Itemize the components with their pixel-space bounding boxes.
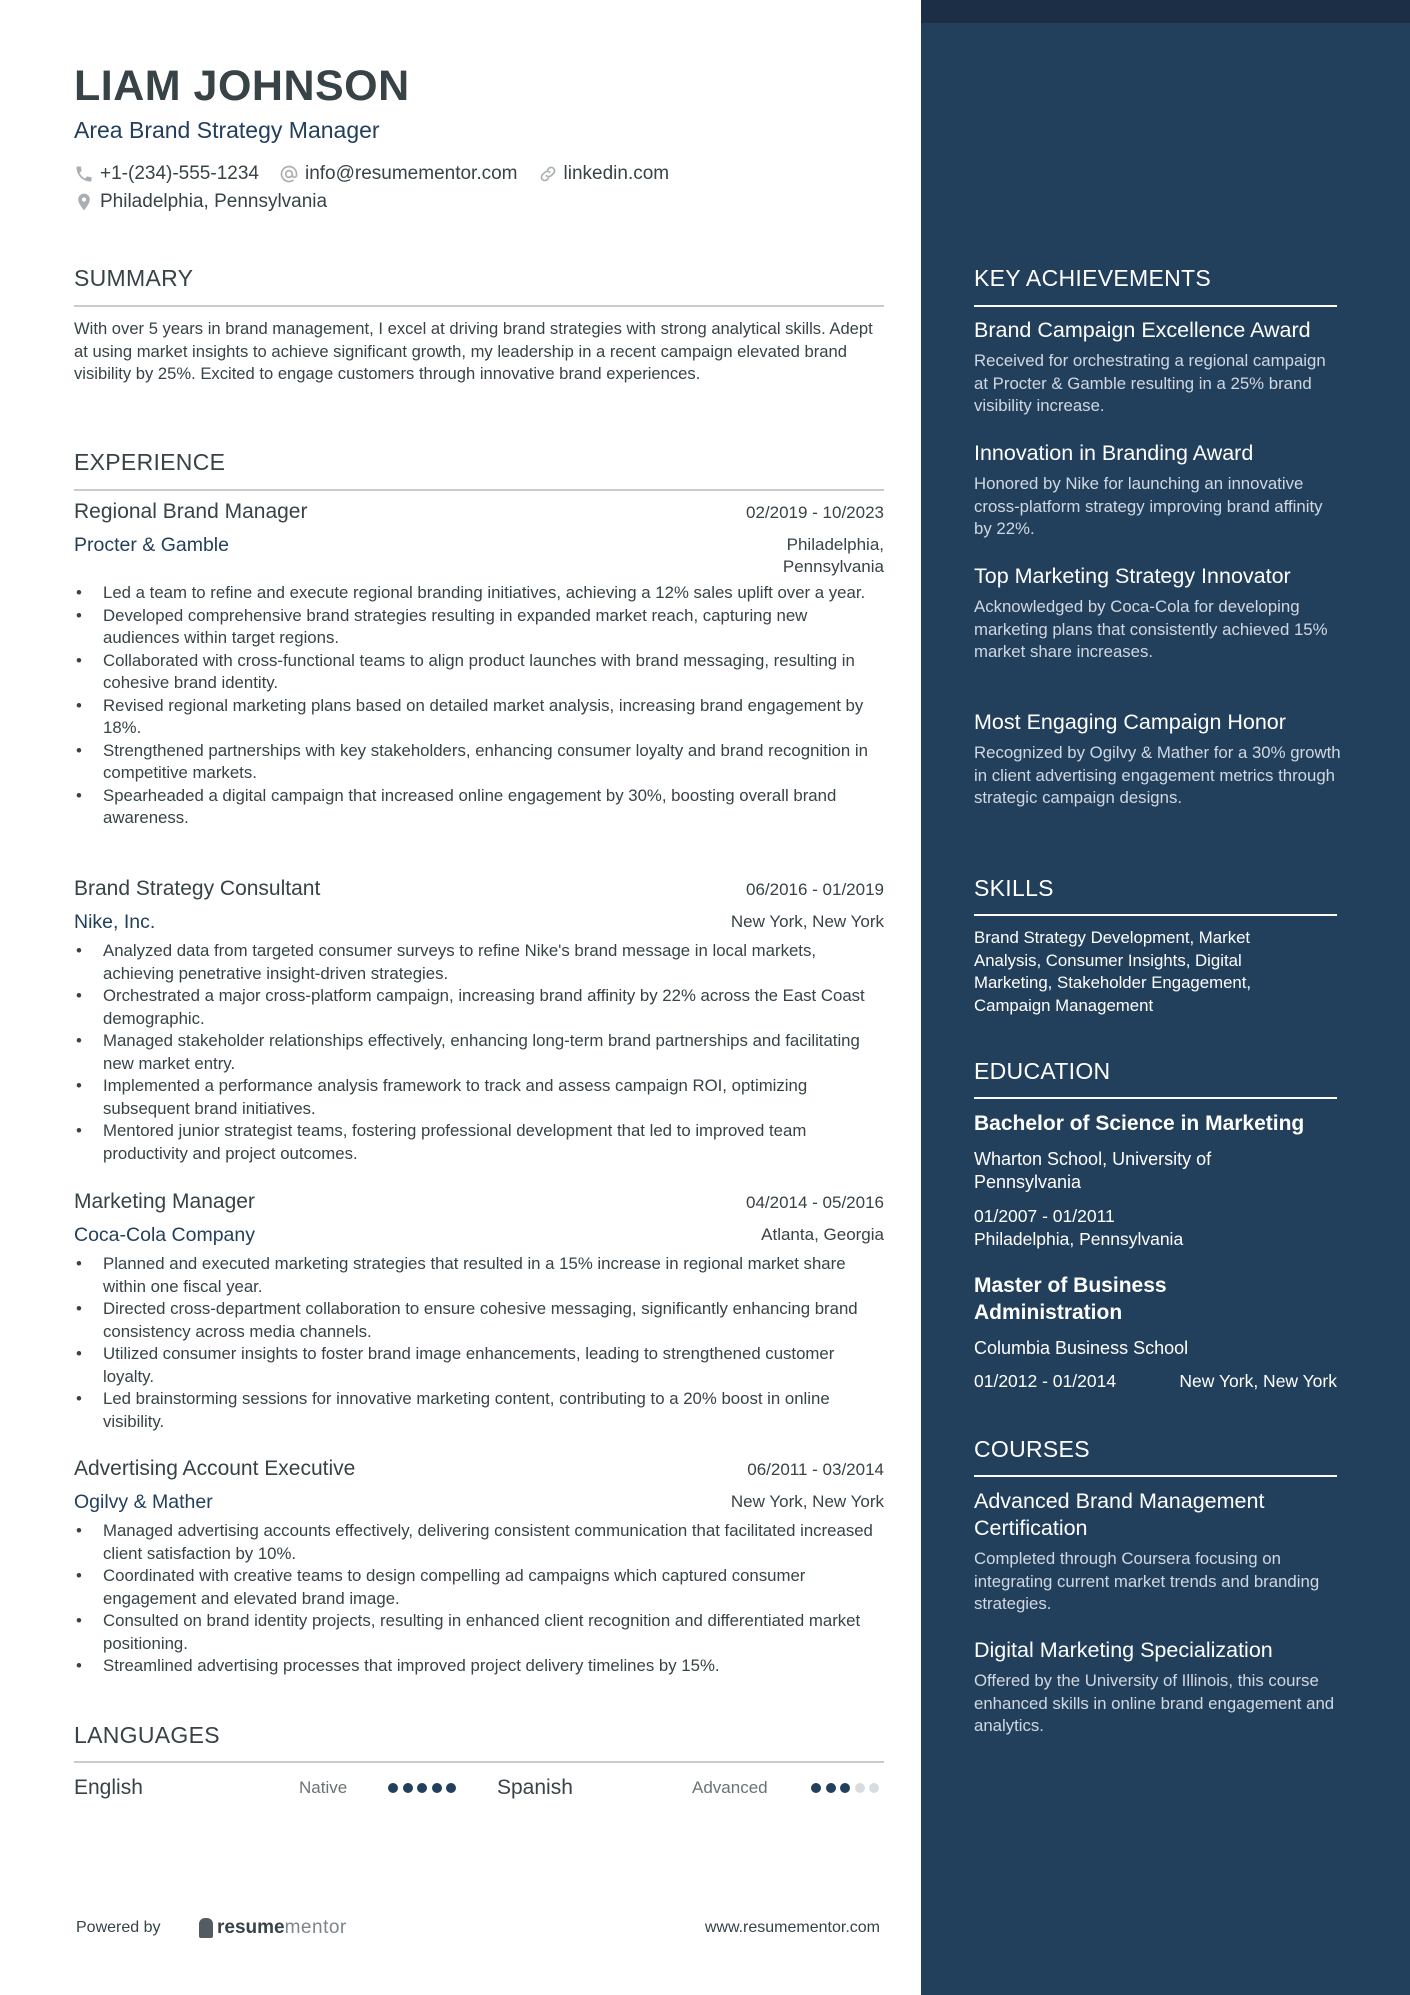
job-company: Nike, Inc. xyxy=(74,911,156,933)
contact-email[interactable] xyxy=(279,163,518,185)
bullet: • Consulted on brand identity projects, resulting in enhanced client recognition and differentiated market positioning. xyxy=(74,1610,884,1655)
job-location-line2: Pennsylvania xyxy=(782,557,884,576)
course-desc: Completed through Coursera focusing on integrating current market trends and branding strategies. xyxy=(974,1549,1320,1613)
education-location: Philadelphia, Pennsylvania xyxy=(974,1229,1184,1249)
job-bullets xyxy=(74,940,884,1165)
job-role: Advertising Account Executive xyxy=(74,1457,356,1480)
education-degree: Master of Business Administration xyxy=(974,1274,1167,1324)
achievement-desc: Honored by Nike for launching an innovative cross-platform strategy improving brand affinity by 22%. xyxy=(974,474,1323,538)
job-entry xyxy=(74,1190,884,1433)
logo-mark-icon xyxy=(199,1918,213,1938)
summary-heading: SUMMARY xyxy=(74,265,194,291)
education-item xyxy=(974,1110,1344,1251)
course-title: Digital Marketing Specialization xyxy=(974,1638,1273,1662)
skills-divider xyxy=(974,914,1337,916)
bullet: • Developed comprehensive brand strategies resulting in expanded market reach, capturing new audiences within target regions. xyxy=(74,605,884,650)
course-item xyxy=(974,1637,1349,1738)
linkedin-link[interactable]: linkedin.com xyxy=(563,163,670,184)
education-dates: 01/2007 - 01/2011 xyxy=(974,1206,1115,1226)
language-name: English xyxy=(74,1776,143,1799)
bullet: • Managed stakeholder relationships effectively, enhancing long-term brand partnerships and facilitating new market entry. xyxy=(74,1030,884,1075)
education-school: Columbia Business School xyxy=(974,1338,1189,1358)
languages-heading: LANGUAGES xyxy=(74,1722,220,1748)
courses-heading: COURSES xyxy=(974,1436,1090,1462)
rating-dot-filled xyxy=(403,1783,413,1793)
languages-divider xyxy=(74,1761,884,1763)
email-link[interactable]: info@resumementor.com xyxy=(304,163,518,184)
rating-dot-empty xyxy=(869,1783,879,1793)
logo-text-bold: resume xyxy=(217,1917,285,1938)
job-bullets xyxy=(74,582,884,830)
rating-dot-filled xyxy=(432,1783,442,1793)
education-dates: 01/2012 - 01/2014 xyxy=(974,1371,1117,1391)
bullet: • Strengthened partnerships with key stakeholders, enhancing consumer loyalty and brand recognition in competitive markets. xyxy=(74,740,884,785)
link-icon xyxy=(538,164,558,184)
course-title: Advanced Brand Management Certification xyxy=(974,1489,1265,1540)
bullet: • Utilized consumer insights to foster brand image enhancements, leading to strengthened customer loyalty. xyxy=(74,1343,884,1388)
candidate-title: Area Brand Strategy Manager xyxy=(74,117,380,143)
courses-divider xyxy=(974,1475,1337,1477)
contact-linkedin[interactable] xyxy=(538,163,670,185)
website-link[interactable]: www.resumementor.com xyxy=(704,1919,880,1936)
summary-divider xyxy=(74,305,884,307)
bullet: • Spearheaded a digital campaign that increased online engagement by 30%, boosting overall brand awareness. xyxy=(74,785,884,830)
job-role: Marketing Manager xyxy=(74,1190,255,1213)
achievement-desc: Acknowledged by Coca-Cola for developing marketing plans that consistently achieved 15% market share increases. xyxy=(974,597,1328,661)
rating-dot-empty xyxy=(855,1783,865,1793)
language-rating xyxy=(388,1783,461,1793)
achievement-item xyxy=(974,440,1344,541)
bullet: • Managed advertising accounts effectively, delivering consistent communication that facilitated increased client satisfaction by 10%. xyxy=(74,1520,884,1565)
job-location: New York, New York xyxy=(730,1492,884,1511)
powered-by-label: Powered by xyxy=(76,1919,161,1936)
contact-phone xyxy=(74,163,259,185)
achievement-desc: Recognized by Ogilvy & Mather for a 30% growth in client advertising engagement metrics through strategic campaign designs. xyxy=(974,743,1341,807)
rating-dot-filled xyxy=(388,1783,398,1793)
job-entry xyxy=(74,877,884,1165)
education-location: New York, New York xyxy=(1179,1371,1337,1391)
bullet: • Planned and executed marketing strategies that resulted in a 15% increase in regional market share within one fiscal year. xyxy=(74,1253,884,1298)
contact-location xyxy=(74,191,327,213)
experience-divider xyxy=(74,489,884,491)
achievement-item xyxy=(974,709,1344,810)
bullet: • Led a team to refine and execute regional branding initiatives, achieving a 12% sales uplift over a year. xyxy=(74,582,884,605)
bullet: • Implemented a performance analysis framework to track and assess campaign ROI, optimizing subsequent brand initiatives. xyxy=(74,1075,884,1120)
contact-info xyxy=(74,160,874,216)
job-dates: 06/2011 - 03/2014 xyxy=(747,1460,884,1479)
achievement-title: Brand Campaign Excellence Award xyxy=(974,318,1311,342)
phone-text: +1-(234)-555-1234 xyxy=(100,163,259,184)
language-level: Advanced xyxy=(692,1778,768,1797)
achievement-title: Most Engaging Campaign Honor xyxy=(974,710,1286,734)
education-school: Wharton School, University of Pennsylvania xyxy=(974,1149,1212,1192)
skills-heading: SKILLS xyxy=(974,875,1054,901)
bullet: • Mentored junior strategist teams, fostering professional development that led to improved team productivity and project outcomes. xyxy=(74,1120,884,1165)
location-text: Philadelphia, Pennsylvania xyxy=(100,191,328,212)
language-name: Spanish xyxy=(497,1776,573,1799)
location-pin-icon xyxy=(74,192,94,212)
job-company: Procter & Gamble xyxy=(74,534,229,556)
achievement-item xyxy=(974,317,1344,418)
education-heading: EDUCATION xyxy=(974,1058,1111,1084)
language-item xyxy=(497,1770,884,1806)
achievement-title: Top Marketing Strategy Innovator xyxy=(974,564,1291,588)
language-item xyxy=(74,1770,474,1806)
experience-heading: EXPERIENCE xyxy=(74,449,226,475)
course-desc: Offered by the University of Illinois, this course enhanced skills in online brand engagement and analytics. xyxy=(974,1671,1335,1735)
job-location xyxy=(783,534,884,578)
job-location: Atlanta, Georgia xyxy=(761,1225,884,1244)
education-divider xyxy=(974,1097,1337,1099)
bullet: • Analyzed data from targeted consumer surveys to refine Nike's brand message in local markets, achieving penetrative insight-driven strategies. xyxy=(74,940,884,985)
bullet: • Revised regional marketing plans based on detailed market analysis, increasing brand engagement by 18%. xyxy=(74,695,884,740)
job-role: Regional Brand Manager xyxy=(74,500,308,523)
languages-list xyxy=(74,1770,884,1806)
bullet: • Collaborated with cross-functional teams to align product launches with brand messaging, resulting in cohesive brand identity. xyxy=(74,650,884,695)
at-icon xyxy=(279,164,299,184)
rating-dot-filled xyxy=(840,1783,850,1793)
bullet: • Led brainstorming sessions for innovative marketing content, contributing to a 20% boost in online visibility. xyxy=(74,1388,884,1433)
education-item xyxy=(974,1272,1344,1392)
job-location-line1: Philadelphia, xyxy=(786,535,884,554)
bullet: • Streamlined advertising processes that improved project delivery timelines by 15%. xyxy=(74,1655,884,1678)
bullet: • Directed cross-department collaboration to ensure cohesive messaging, significantly enhancing brand consistency across media channels. xyxy=(74,1298,884,1343)
skills-text: Brand Strategy Development, Market Analysis, Consumer Insights, Digital Marketing, Stakeholder Engagement, Campaign Management xyxy=(974,928,1252,1015)
job-company: Ogilvy & Mather xyxy=(74,1491,213,1513)
job-company: Coca-Cola Company xyxy=(74,1224,255,1246)
job-location: New York, New York xyxy=(730,912,884,931)
achievement-title: Innovation in Branding Award xyxy=(974,441,1254,465)
achievement-desc: Received for orchestrating a regional campaign at Procter & Gamble resulting in a 25% brand visibility increase. xyxy=(974,351,1326,415)
achievements-divider xyxy=(974,305,1337,307)
sidebar-top-bar xyxy=(921,0,1410,23)
rating-dot-filled xyxy=(417,1783,427,1793)
achievements-heading: KEY ACHIEVEMENTS xyxy=(974,265,1212,291)
job-bullets xyxy=(74,1520,884,1678)
bullet: • Coordinated with creative teams to design compelling ad campaigns which captured consumer engagement and elevated brand image. xyxy=(74,1565,884,1610)
bullet: • Orchestrated a major cross-platform campaign, increasing brand affinity by 22% across the East Coast demographic. xyxy=(74,985,884,1030)
rating-dot-filled xyxy=(446,1783,456,1793)
phone-icon xyxy=(74,164,94,184)
job-entry xyxy=(74,500,884,830)
language-rating xyxy=(811,1783,884,1793)
rating-dot-filled xyxy=(811,1783,821,1793)
achievement-item xyxy=(974,563,1344,664)
rating-dot-filled xyxy=(826,1783,836,1793)
resumementor-logo[interactable] xyxy=(199,1917,347,1939)
job-bullets xyxy=(74,1253,884,1433)
job-dates: 04/2014 - 05/2016 xyxy=(745,1193,884,1212)
job-dates: 02/2019 - 10/2023 xyxy=(745,503,884,522)
footer xyxy=(76,1917,880,1943)
job-dates: 06/2016 - 01/2019 xyxy=(745,880,884,899)
language-level: Native xyxy=(299,1778,348,1797)
course-item xyxy=(974,1488,1349,1616)
job-role: Brand Strategy Consultant xyxy=(74,877,321,900)
candidate-name: LIAM JOHNSON xyxy=(74,62,410,110)
summary-text: With over 5 years in brand management, I excel at driving brand strategies with strong analytical skills. Adept at using market insights to achieve significant growth, my leadership in a recent campaign elevated brand visibility by 25%. Excited to engage customers through innovative brand experiences. xyxy=(74,319,873,383)
education-degree: Bachelor of Science in Marketing xyxy=(974,1112,1305,1135)
logo-text-light: mentor xyxy=(284,1917,347,1938)
job-entry xyxy=(74,1457,884,1678)
